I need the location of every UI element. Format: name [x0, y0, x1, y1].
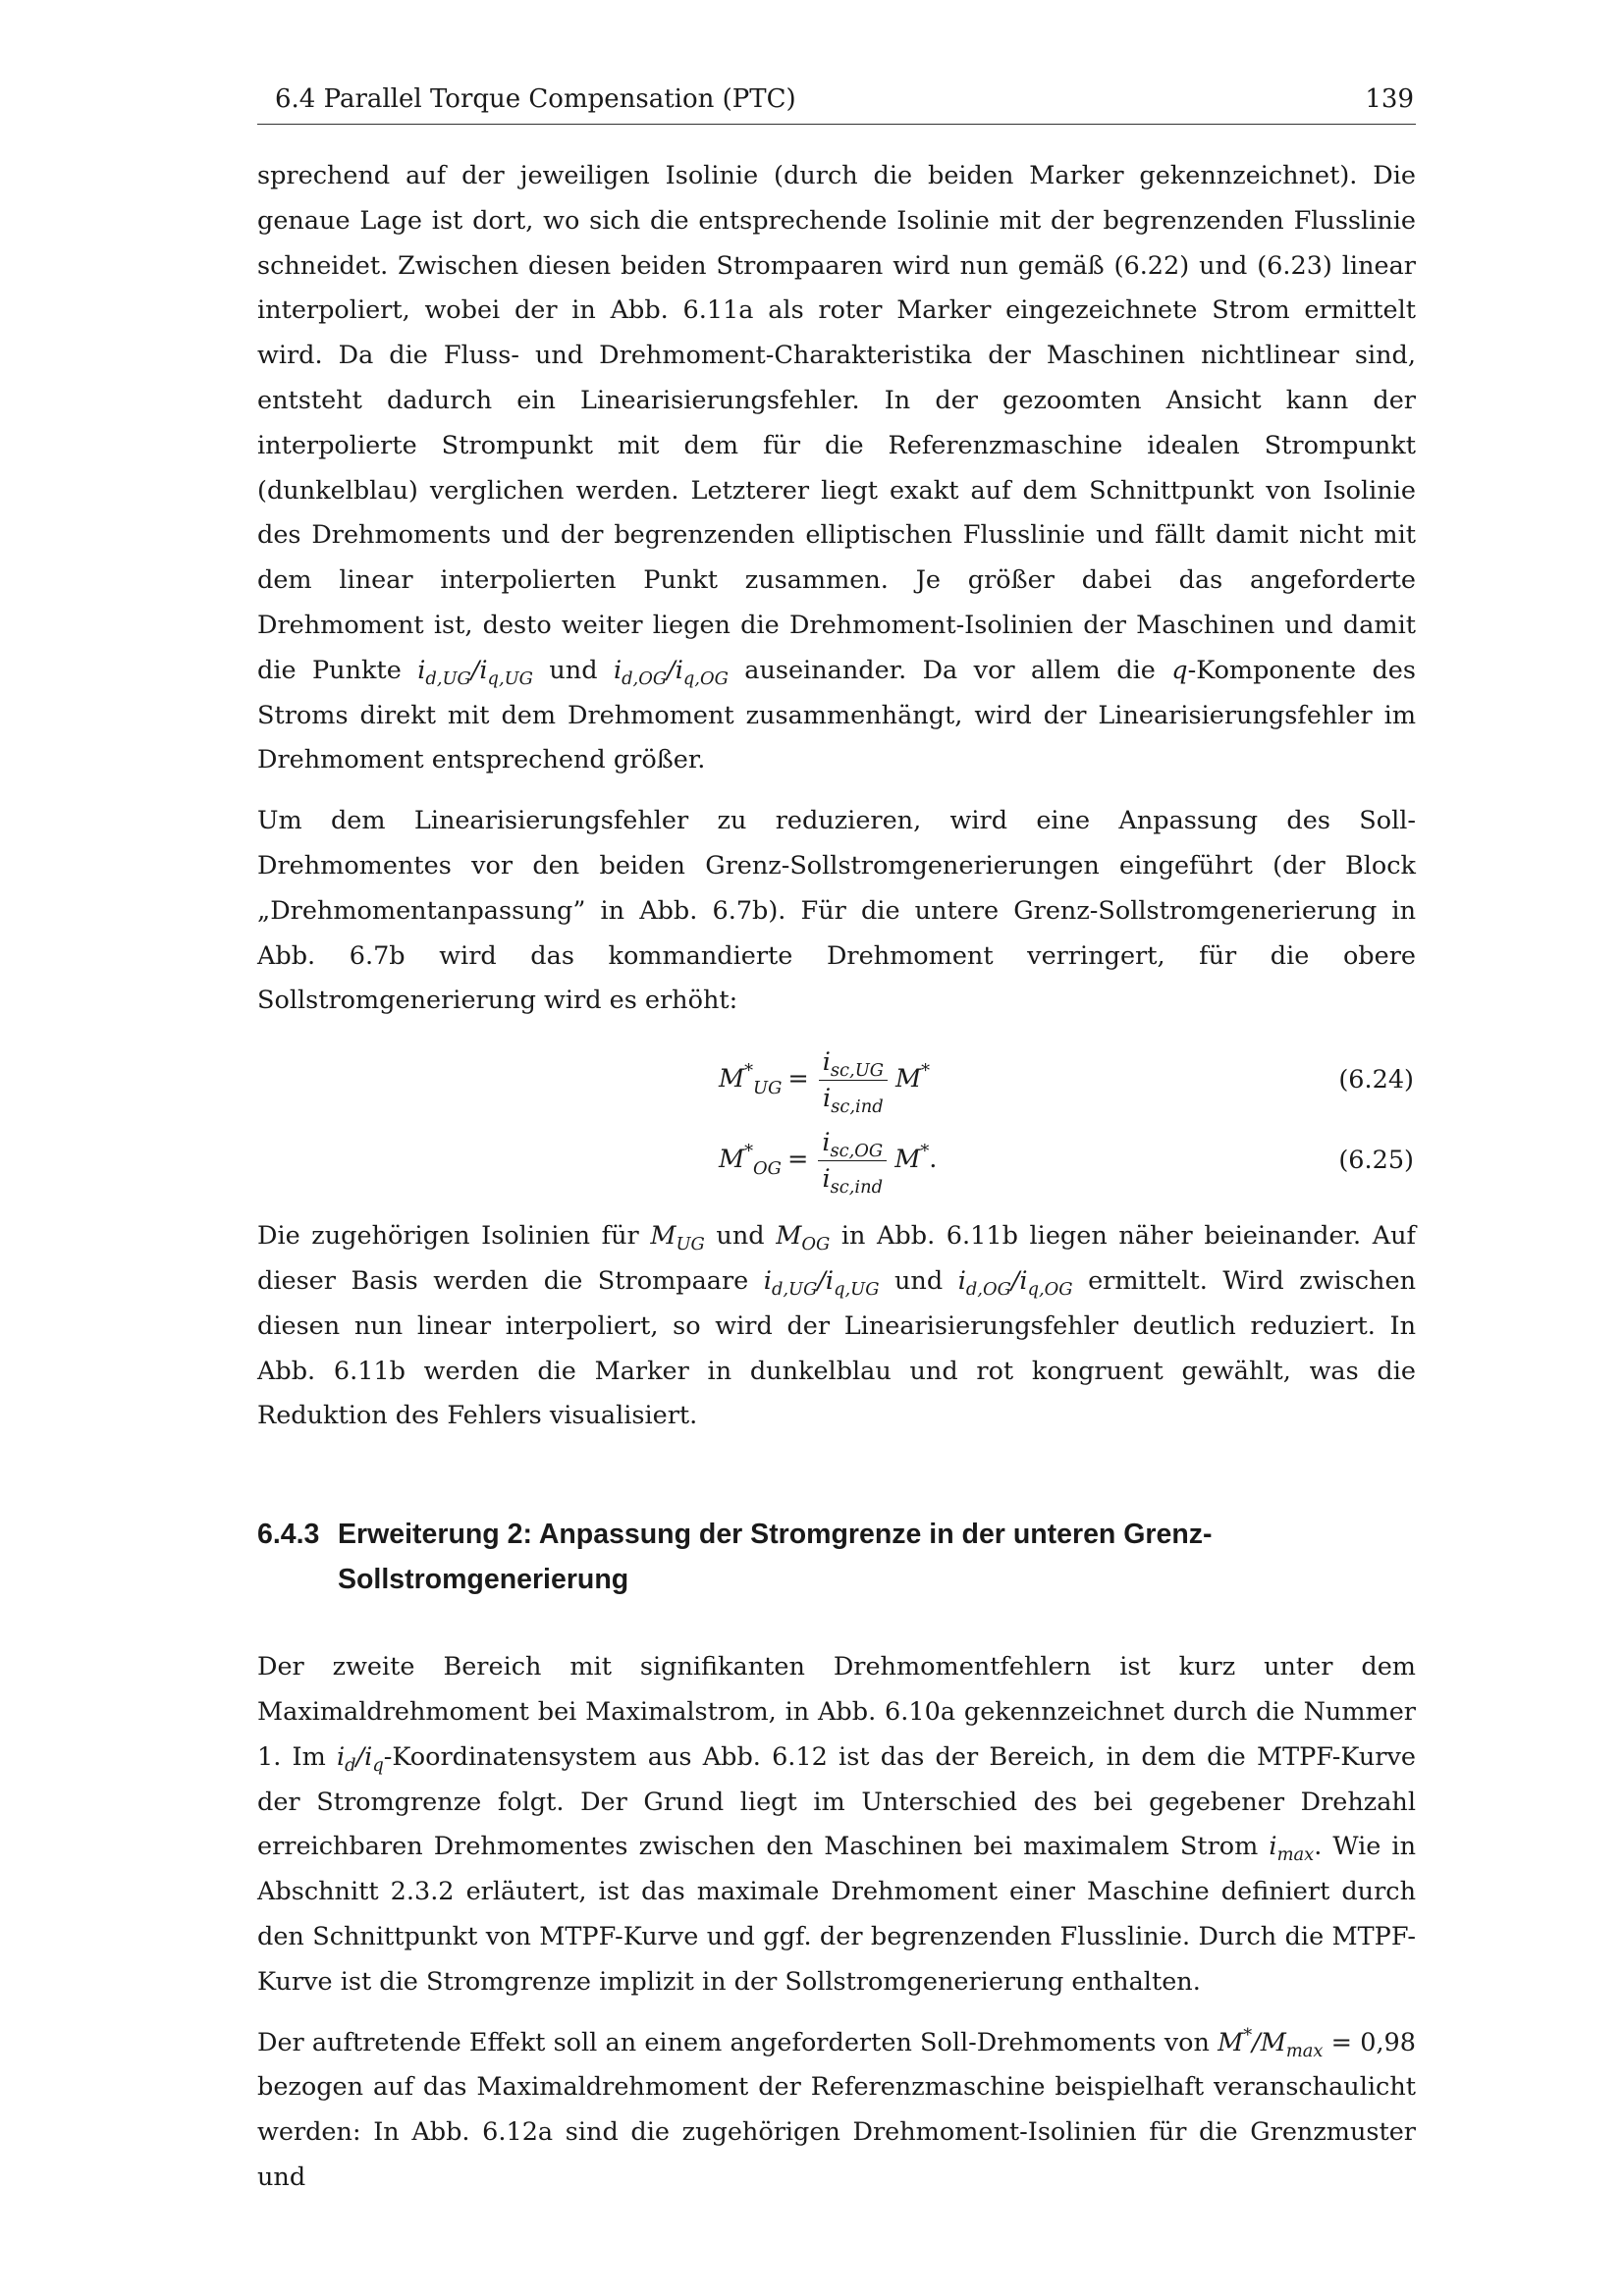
- eq1-lhs: $M^*_{UG}$: [719, 1060, 783, 1099]
- paragraph-2: Um dem Linearisierungsfehler zu reduzieren, wird eine Anpassung des Soll-Drehmomentes vor den beiden Grenz-Sollstromgenerierungen eingeführt (der Block „Drehmomentanpassung” in Abb. 6.7b). Für die untere Grenz-Sollstromgenerierung in Abb. 6.7b wird das kommandierte Drehmoment verringert, für die obere Sollstromgenerierung wird es erhöht:: [257, 806, 1416, 1016]
- section-heading: [257, 1512, 1416, 1602]
- text-run: Die zugehörigen Isolinien für: [257, 1221, 651, 1252]
- math-m-ug: $M_{UG}$: [650, 1221, 705, 1255]
- page: [257, 80, 1416, 2201]
- running-header: [257, 80, 1416, 125]
- text-run: -Koordinatensystem aus Abb. 6.12 ist das der Bereich, in dem die MTPF-Kurve der Stromgrenze folgt. Der Grund liegt im Unterschied des bei gegebener Drehzahl erreichbaren Drehmomentes zwischen den Maschinen bei maximalem Strom: [257, 1741, 1416, 1862]
- paragraph-3: [257, 1214, 1416, 1439]
- eq2-fraction: $\frac{i_{sc,OG}}{i_{sc,ind}}$: [818, 1127, 887, 1195]
- equation-number: (6.25): [1338, 1146, 1414, 1176]
- text-run: . Wie in Abschnitt 2.3.2 erläutert, ist das maximale Drehmoment einer Maschine definiert durch den Schnittpunkt von MTPF-Kurve und ggf. der begrenzenden Flusslinie. Durch die MTPF-Kurve ist die Stromgrenze implizit in der Sollstromgenerierung enthalten.: [257, 1832, 1416, 1997]
- math-q: q: [1171, 655, 1188, 685]
- body-text: [257, 154, 1416, 2201]
- math-i-max: $i_{max}$: [1269, 1832, 1315, 1866]
- text-run: -Komponente des Stroms direkt mit dem Drehmoment zusammenhängt, wird der Linearisierungsfehler im Drehmoment entsprechend größer.: [257, 655, 1416, 775]
- page-number: 139: [1365, 84, 1414, 114]
- equation-block: [257, 1040, 1416, 1201]
- math-id-iq: $i_d/i_q$: [336, 1741, 384, 1776]
- section-title: Erweiterung 2: Anpassung der Stromgrenze in der unteren Grenz-Sollstromgenerierung: [338, 1519, 1213, 1596]
- paragraph-1: [257, 154, 1416, 783]
- equation-6-24: $M^*_{UG}$ = $\frac{i_{sc,UG}}{i_{sc,ind}}$ M* (6.24): [257, 1040, 1416, 1120]
- paragraph-5: [257, 2021, 1416, 2201]
- math-m-og: $M_{OG}$: [776, 1221, 831, 1255]
- equation-number: (6.24): [1338, 1065, 1414, 1095]
- eq2-rhs: M*.: [894, 1141, 938, 1175]
- text-run: sprechend auf der jeweiligen Isolinie (durch die beiden Marker gekennzeichnet). Die genaue Lage ist dort, wo sich die entsprechende Isolinie mit der begrenzenden Flusslinie schneidet. Zwischen diesen beiden Strompaaren wird nun gemäß (6.22) und (6.23) linear interpoliert, wobei der in Abb. 6.11a als roter Marker eingezeichnete Strom ermittelt wird. Da die Fluss- und Drehmoment-Charakteristika der Maschinen nichtlinear sind, entsteht dadurch ein Linearisierungsfehler. In der gezoomten Ansicht kann der interpolierte Strompunkt mit dem für die Referenzmaschine idealen Strompunkt (dunkelblau) verglichen werden. Letzterer liegt exakt auf dem Schnittpunkt von Isolinie des Drehmoments und der begrenzenden elliptischen Flusslinie und fällt damit nicht mit dem linear interpolierten Punkt zusammen. Je größer dabei das angeforderte Drehmoment ist, desto weiter liegen die Drehmoment-Isolinien der Maschinen und damit die Punkte: [257, 161, 1416, 685]
- text-run: und: [704, 1221, 777, 1252]
- text-run: Der auftretende Effekt soll an einem angeforderten Soll-Drehmoments von: [257, 2027, 1218, 2057]
- equation-6-25: $M^*_{OG}$ = $\frac{i_{sc,OG}}{i_{sc,ind}}$ M*. (6.25): [257, 1120, 1416, 1201]
- ratio-value: = 0,98: [1323, 2027, 1416, 2057]
- math-id-iq-og: $i_{d,OG}/i_{q,OG}$: [957, 1265, 1073, 1301]
- paragraph-4: [257, 1645, 1416, 2004]
- eq2-lhs: $M^*_{OG}$: [719, 1141, 782, 1180]
- text-run: ermittelt. Wird zwischen diesen nun linear interpoliert, so wird der Linearisierungsfehler deutlich reduziert. In Abb. 6.11b werden die Marker in dunkelblau und rot kongruent gewählt, was die Reduktion des Fehlers visualisiert.: [257, 1265, 1416, 1431]
- text-run: und: [532, 655, 614, 685]
- eq1-fraction: $\frac{i_{sc,UG}}{i_{sc,ind}}$: [819, 1046, 888, 1114]
- math-id-iq-ug: $i_{d,UG}/i_{q,UG}$: [763, 1265, 880, 1301]
- text-run: auseinander. Da vor allem die: [728, 655, 1172, 685]
- eq1-rhs: M*: [895, 1060, 931, 1095]
- text-run: bezogen auf das Maximaldrehmoment der Referenzmaschine beispielhaft veranschaulicht werden: In Abb. 6.12a sind die zugehörigen Drehmoment-Isolinien für die Grenzmuster und: [257, 2072, 1416, 2192]
- math-torque-ratio: $M^*/M_{max}$: [1218, 2024, 1324, 2061]
- text-run: und: [879, 1265, 958, 1296]
- running-title: 6.4 Parallel Torque Compensation (PTC): [275, 84, 796, 114]
- section-number: 6.4.3: [257, 1519, 320, 1551]
- text-run: in Abb. 6.11b liegen näher beieinander. Auf dieser Basis werden die Strompaare: [257, 1221, 1416, 1296]
- math-id-iq-og: $i_{d,OG}/i_{q,OG}$: [613, 655, 729, 689]
- math-id-iq-ug: $i_{d,UG}/i_{q,UG}$: [417, 655, 533, 689]
- text-run: Der zweite Bereich mit signifikanten Drehmomentfehlern ist kurz unter dem Maximaldrehmoment bei Maximalstrom, in Abb. 6.10a gekennzeichnet durch die Nummer 1. Im: [257, 1652, 1416, 1772]
